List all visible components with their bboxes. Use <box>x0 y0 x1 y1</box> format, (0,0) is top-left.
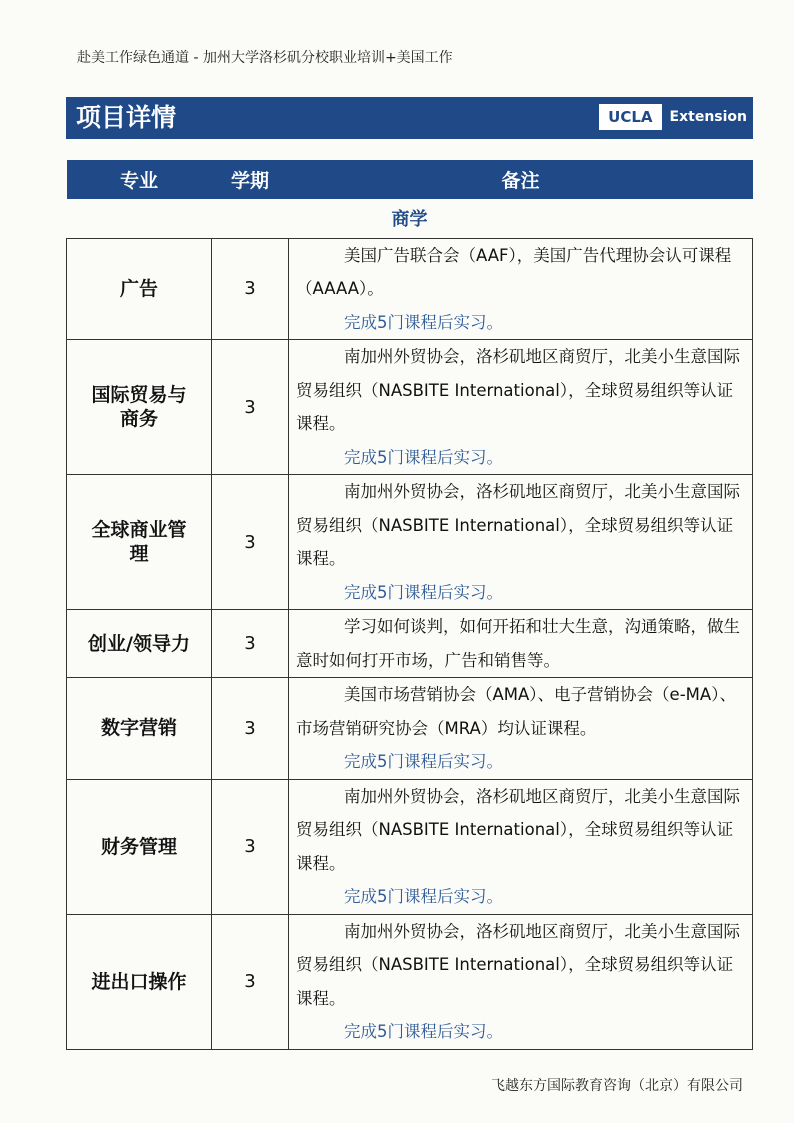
major-cell: 数字营销 <box>67 678 212 780</box>
page-title: 项目详情 <box>76 103 177 132</box>
note-cell <box>289 475 753 610</box>
header-major: 专业 <box>67 160 212 199</box>
table-row <box>67 779 753 914</box>
internship-note: 完成5门课程后实习。 <box>344 1022 503 1041</box>
title-banner <box>66 97 753 139</box>
note-text: 南加州外贸协会，洛杉矶地区商贸厅，北美小生意国际贸易组织（NASBITE International），全球贸易组织等认证课程。 <box>296 786 740 873</box>
major-cell: 进出口操作 <box>67 914 212 1049</box>
table-row <box>67 475 753 610</box>
header-notes: 备注 <box>289 160 753 199</box>
term-cell: 3 <box>212 914 289 1049</box>
program-table <box>66 160 753 1050</box>
major-cell: 创业/领导力 <box>67 610 212 678</box>
note-text: 美国市场营销协会（AMA）、电子营销协会（e-MA）、市场营销研究协会（MRA）均认证课程。 <box>296 685 736 738</box>
table-row <box>67 340 753 475</box>
term-cell: 3 <box>212 610 289 678</box>
major-cell: 国际贸易与商务 <box>67 340 212 475</box>
section-title: 商学 <box>67 199 753 238</box>
note-cell <box>289 238 753 340</box>
major-cell: 全球商业管理 <box>67 475 212 610</box>
note-cell <box>289 678 753 780</box>
internship-note: 完成5门课程后实习。 <box>344 312 503 332</box>
internship-note: 完成5门课程后实习。 <box>344 887 503 906</box>
note-text: 学习如何谈判，如何开拓和壮大生意，沟通策略，做生意时如何打开市场，广告和销售等。 <box>296 617 740 670</box>
logo-box: UCLA <box>599 104 661 130</box>
header-term: 学期 <box>212 160 289 199</box>
note-cell <box>289 340 753 475</box>
page-header-text: 赴美工作绿色通道 - 加州大学洛杉矶分校职业培训+美国工作 <box>77 50 453 66</box>
footer-company: 飞越东方国际教育咨询（北京）有限公司 <box>491 1078 743 1094</box>
logo-text: Extension <box>669 109 747 125</box>
internship-note: 完成5门课程后实习。 <box>344 582 503 602</box>
table-row <box>67 238 753 340</box>
note-cell <box>289 610 753 678</box>
internship-note: 完成5门课程后实习。 <box>344 447 503 467</box>
note-cell <box>289 914 753 1049</box>
table-row <box>67 610 753 678</box>
note-text: 南加州外贸协会，洛杉矶地区商贸厅，北美小生意国际贸易组织（NASBITE International），全球贸易组织等认证课程。 <box>296 482 740 568</box>
major-cell: 财务管理 <box>67 779 212 914</box>
internship-note: 完成5门课程后实习。 <box>344 752 503 771</box>
term-cell: 3 <box>212 238 289 340</box>
table-row <box>67 678 753 780</box>
ucla-extension-logo <box>599 104 747 130</box>
term-cell: 3 <box>212 340 289 475</box>
note-text: 南加州外贸协会，洛杉矶地区商贸厅，北美小生意国际贸易组织（NASBITE International），全球贸易组织等认证课程。 <box>296 921 740 1008</box>
note-text: 南加州外贸协会，洛杉矶地区商贸厅，北美小生意国际贸易组织（NASBITE International），全球贸易组织等认证课程。 <box>296 347 740 433</box>
table-row <box>67 914 753 1049</box>
major-cell: 广告 <box>67 238 212 340</box>
note-text: 美国广告联合会（AAF），美国广告代理协会认可课程（AAAA）。 <box>296 245 732 298</box>
term-cell: 3 <box>212 678 289 780</box>
term-cell: 3 <box>212 779 289 914</box>
term-cell: 3 <box>212 475 289 610</box>
note-cell <box>289 779 753 914</box>
